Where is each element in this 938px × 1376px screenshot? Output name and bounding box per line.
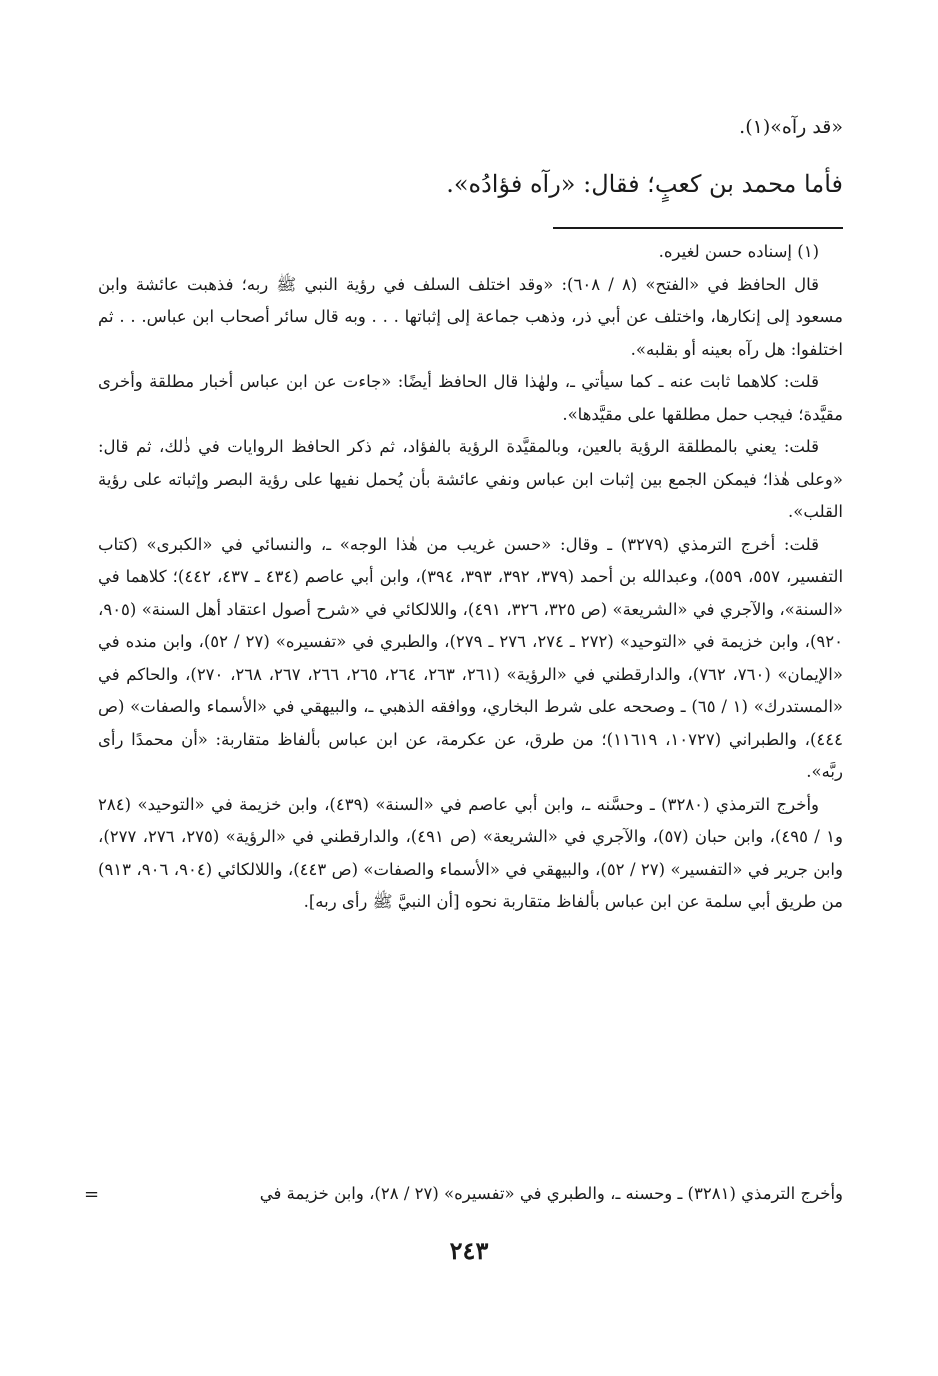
footnote-paragraph-takhrij-1: قلت: أخرج الترمذي (٣٢٧٩) ـ وقال: «حسن غريب من هٰذا الوجه» ـ، والنسائي في «الكبرى» (كتاب التفسير، ٥٥٧، ٥٥٩)، وعبدالله بن أحمد (٣٧٩، ٣٩٢، ٣٩٣، ٣٩٤)، وابن أبي عاصم (٤٣٤ ـ ٤٣٧، ٤٤٢)؛ كلاهما في «السنة»، والآجري في «الشريعة» (ص ٣٢٥، ٣٢٦، ٤٩١)، واللالكائي في «شرح أصول اعتقاد أهل السنة» (٩٠٥، ٩٢٠)، وابن خزيمة في «التوحيد» (٢٧٢ ـ ٢٧٤، ٢٧٦ ـ ٢٧٩)، والطبري في «تفسيره» (٢٧ / ٥٢)، وابن منده في «الإيمان» (٧٦٠، ٧٦٢)، والدارقطني في «الرؤية» (٢٦١، ٢٦٣، ٢٦٤، ٢٦٥، ٢٦٦، ٢٦٧، ٢٦٨، ٢٧٠)، والحاكم في «المستدرك» (١ / ٦٥) ـ وصححه على شرط البخاري، ووافقه الذهبي ـ، والبيهقي في «الأسماء والصفات» (ص ٤٤٤)، والطبراني (١٠٧٢٧، ١١٦١٩)؛ من طرق، عن عكرمة، عن ابن عباس بألفاظ متقاربة: «أن محمدًا رأى ربَّه». xyxy=(98,534,844,781)
footnotes-block xyxy=(98,236,843,919)
footnote-paragraph-qultu-2: قلت: يعني بالمطلقة الرؤية بالعين، وبالمقيَّدة الرؤية بالفؤاد، ثم ذكر الحافظ الروايات في ذٰلك، ثم قال: «وعلى هٰذا؛ فيمكن الجمع بين إثبات ابن عباس ونفي عائشة بأن يُحمل نفيها على رؤية البصر وإثباته على رؤية القلب». xyxy=(98,437,843,521)
main-text-line-1: «قد رآه»(١). xyxy=(739,116,843,138)
footnote-separator xyxy=(553,227,843,229)
footnote-1: (١) إسناده حسن لغيره. xyxy=(658,242,819,261)
main-text-line-2: فأما محمد بن كعبٍ؛ فقال: «رآه فؤادُه». xyxy=(446,170,843,198)
footnote-paragraph-takhrij-2: وأخرج الترمذي (٣٢٨٠) ـ وحسَّنه ـ، وابن أبي عاصم في «السنة» (٤٣٩)، وابن خزيمة في «التوحيد» (٢٨٤ و١ / ٤٩٥)، وابن حبان (٥٧)، والآجري في «الشريعة» (ص ٤٩١)، والدارقطني في «الرؤية» (٢٧٥، ٢٧٦، ٢٧٧)، وابن جرير في «التفسير» (٢٧ / ٥٢)، والبيهقي في «الأسماء والصفات» (ص ٤٤٣)، واللالكائي (٩٠٤، ٩٠٦، ٩١٣) من طريق أبي سلمة عن ابن عباس بألفاظ متقاربة نحوه [أن النبيَّ ﷺ رأى ربه]. xyxy=(98,794,843,911)
page-number: ٢٤٣ xyxy=(449,1236,489,1265)
continuation-mark: = xyxy=(84,1184,100,1205)
footnote-paragraph-qultu-1: قلت: كلاهما ثابت عنه ـ كما سيأتي ـ، ولهٰذا قال الحافظ أيضًا: «جاءت عن ابن عباس أخبار مطلقة وأخرى مقيَّدة؛ فيجب حمل مطلقها على مقيَّدها». xyxy=(98,372,843,424)
footnote-paragraph-fath: قال الحافظ في «الفتح» (٨ / ٦٠٨): «وقد اختلف السلف في رؤية النبي ﷺ ربه؛ فذهبت عائشة وابن مسعود إلى إنكارها، واختلف عن أبي ذر، وذهب جماعة إلى إثباتها . . . وبه قال سائر أصحاب ابن عباس. . . ثم اختلفوا: هل رآه بعينه أو بقلبه». xyxy=(98,274,843,359)
footnote-paragraph-takhrij-3: وأخرج الترمذي (٣٢٨١) ـ وحسنه ـ، والطبري في «تفسيره» (٢٧ / ٢٨)، وابن خزيمة في xyxy=(259,1184,843,1203)
